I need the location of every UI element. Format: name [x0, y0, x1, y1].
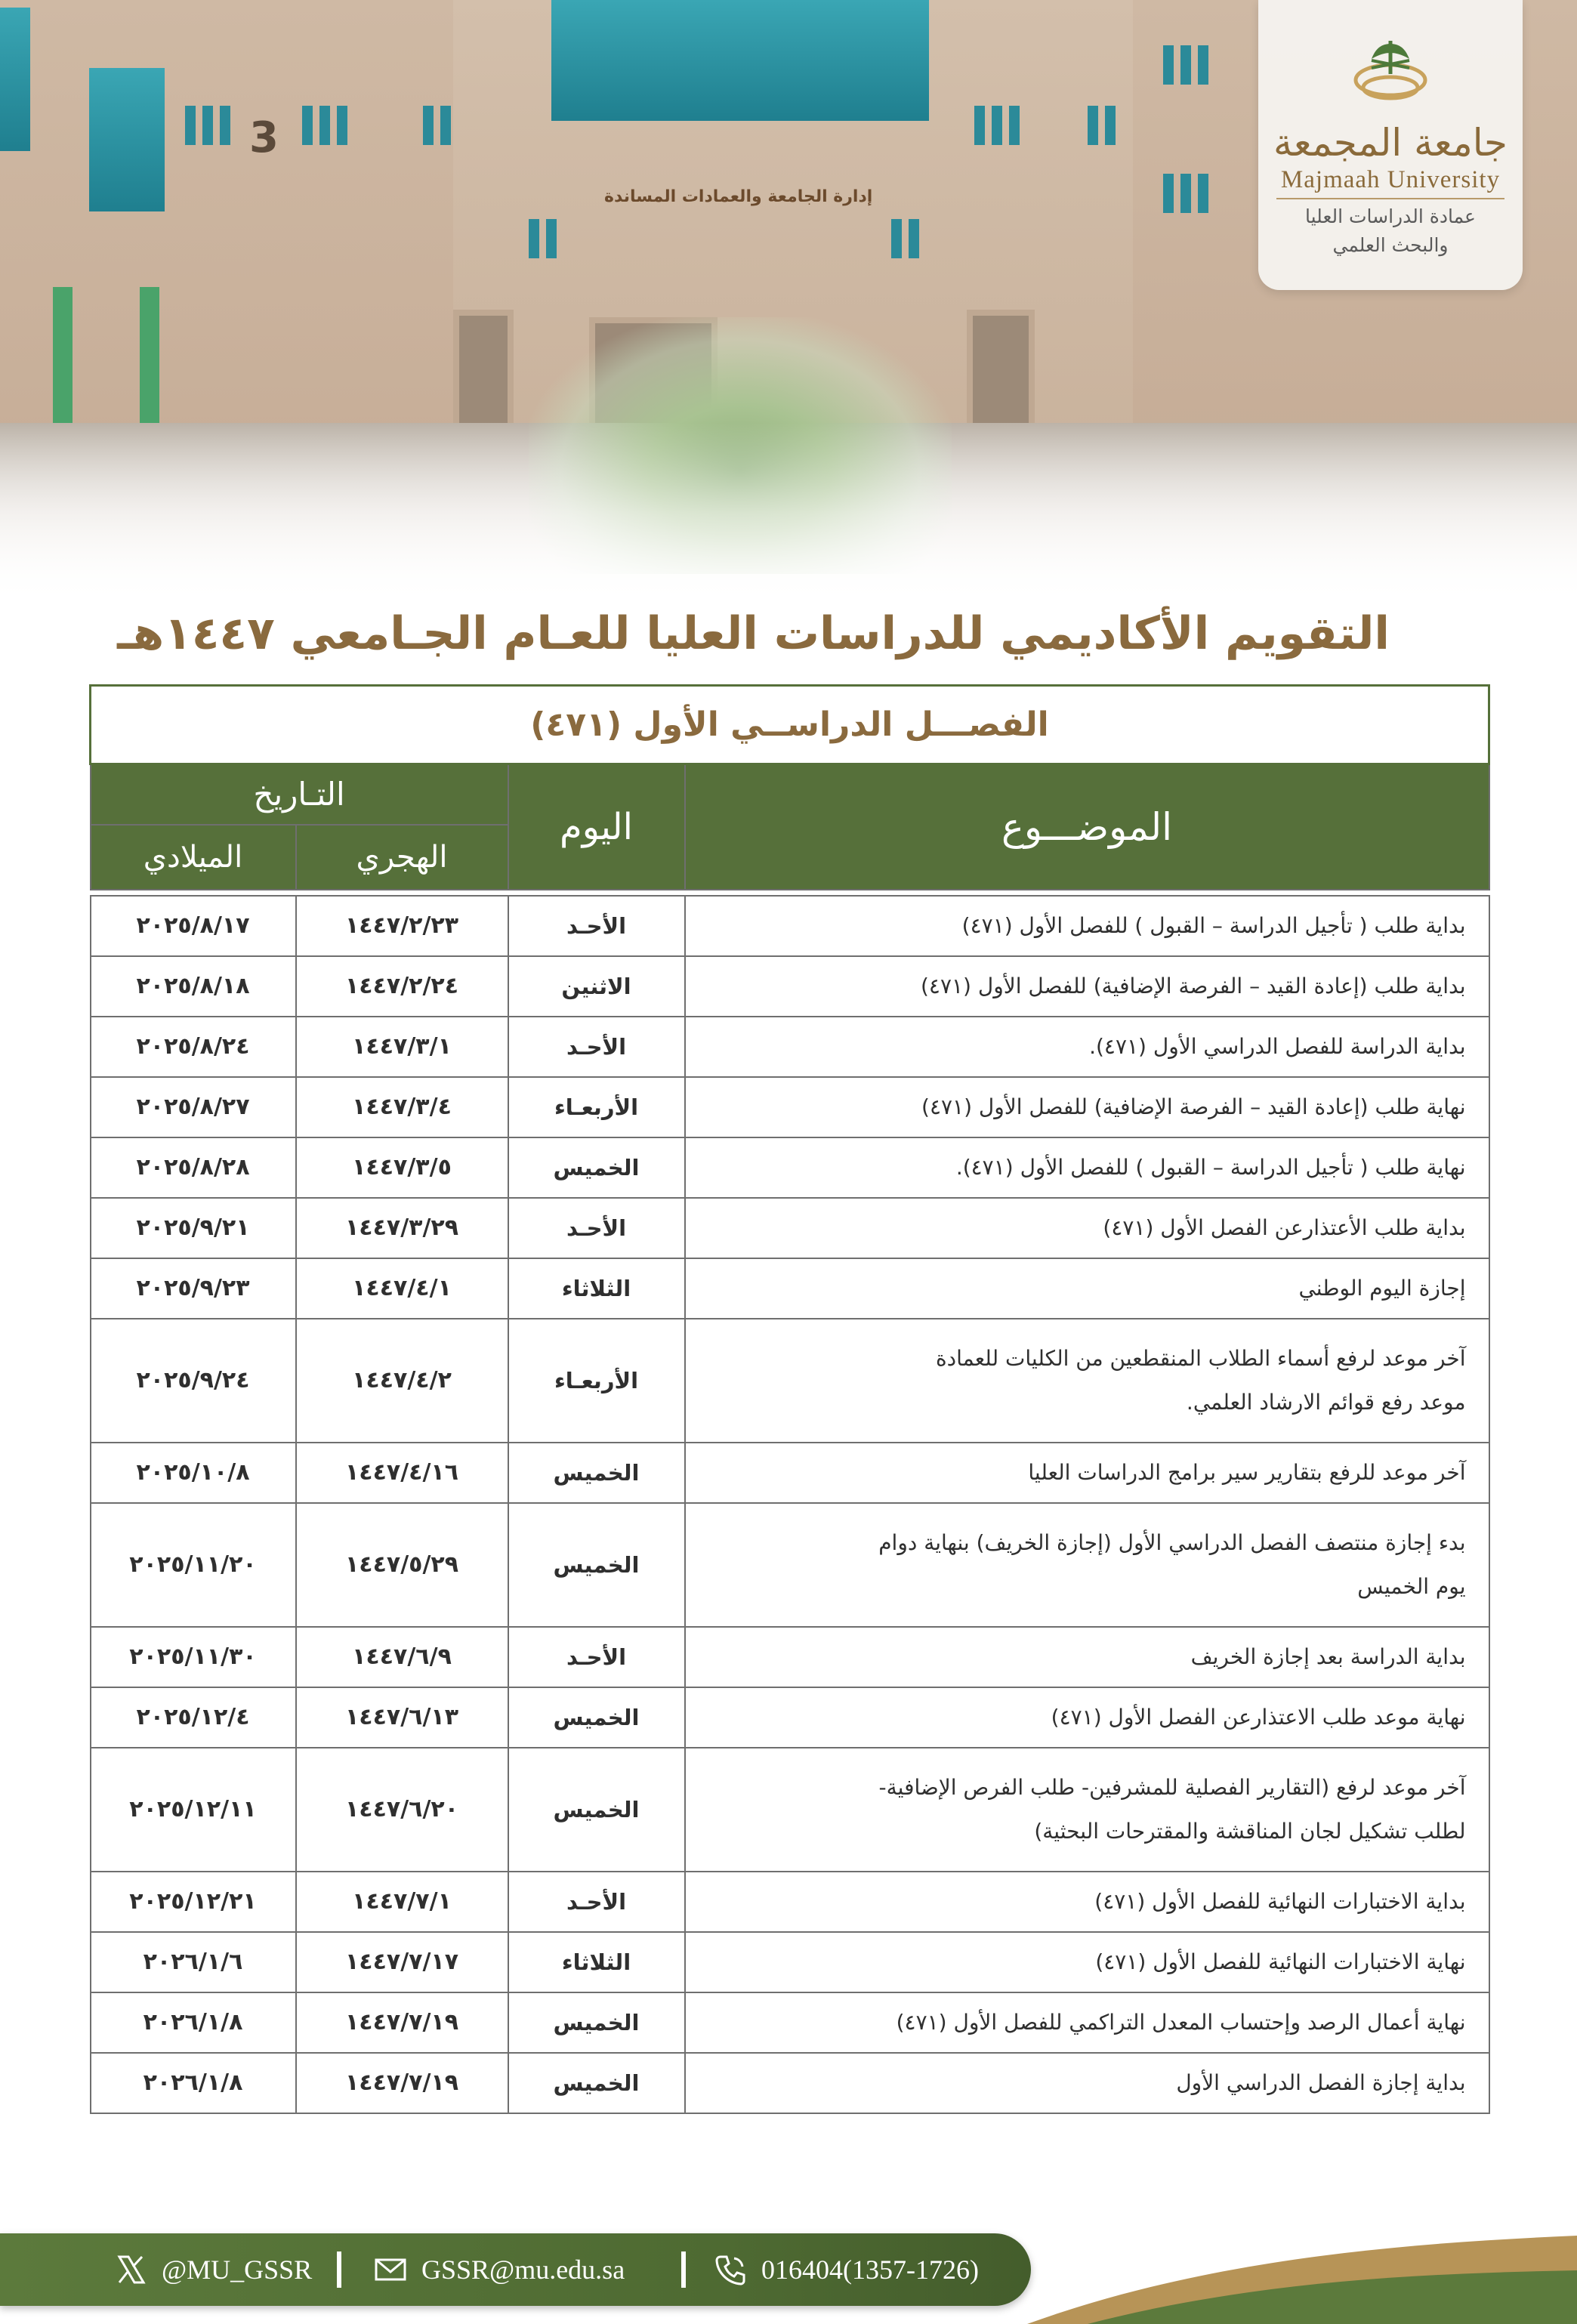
row-gregorian: ٢٠٢٥/٨/١٧ — [91, 896, 296, 956]
deanship-name-line2: والبحث العلمي — [1332, 234, 1449, 256]
footer-separator — [681, 2251, 686, 2288]
row-gregorian: ٢٠٢٥/٨/١٨ — [91, 956, 296, 1017]
row-hijri: ١٤٤٧/٣/٤ — [296, 1077, 508, 1137]
row-day: الأحـد — [508, 1872, 685, 1932]
row-gregorian: ٢٠٢٥/٨/٢٨ — [91, 1137, 296, 1198]
row-day: الخميس — [508, 1503, 685, 1627]
twitter-handle: @MU_GSSR — [162, 2255, 313, 2285]
row-subject: إجازة اليوم الوطني — [685, 1258, 1489, 1319]
pillar — [140, 287, 159, 431]
row-hijri: ١٤٤٧/٦/٢٠ — [296, 1748, 508, 1872]
row-hijri: ١٤٤٧/٤/٢ — [296, 1319, 508, 1443]
page-title: التقويم الأكاديمي للدراسات العليا للعـام الجـامعي ١٤٤٧هـ — [117, 607, 1390, 660]
row-subject: نهاية طلب ( تأجيل الدراسة – القبول ) للفصل الأول (٤٧١). — [685, 1137, 1489, 1198]
row-subject: نهاية الاختبارات النهائية للفصل الأول (٤٧١) — [685, 1932, 1489, 1992]
row-day: الخميس — [508, 1443, 685, 1503]
row-gregorian: ٢٠٢٦/١/٦ — [91, 1932, 296, 1992]
row-day: الأربعـاء — [508, 1077, 685, 1137]
table-row — [91, 2053, 1489, 2113]
footer-wave-decoration — [982, 2213, 1577, 2324]
row-hijri: ١٤٤٧/٣/١ — [296, 1017, 508, 1077]
x-icon — [113, 2252, 148, 2287]
row-gregorian: ٢٠٢٥/٨/٢٤ — [91, 1017, 296, 1077]
row-hijri: ١٤٤٧/٧/١٩ — [296, 2053, 508, 2113]
row-hijri: ١٤٤٧/٦/٩ — [296, 1627, 508, 1687]
phone-icon — [713, 2252, 748, 2287]
university-name-ar: جامعة المجمعة — [1273, 121, 1508, 165]
glass-facade — [551, 0, 929, 121]
row-gregorian: ٢٠٢٥/١٢/٢١ — [91, 1872, 296, 1932]
table-row — [91, 1992, 1489, 2053]
row-hijri: ١٤٤٧/٢/٢٣ — [296, 896, 508, 956]
table-row — [91, 1627, 1489, 1687]
row-subject — [685, 1503, 1489, 1627]
row-subject: بداية طلب (إعادة القيد – الفرصة الإضافية) للفصل الأول (٤٧١) — [685, 956, 1489, 1017]
row-subject — [685, 1748, 1489, 1872]
footer-separator — [337, 2251, 341, 2288]
row-gregorian: ٢٠٢٥/١١/٣٠ — [91, 1627, 296, 1687]
glass-window — [89, 68, 165, 211]
table-row — [91, 1137, 1489, 1198]
row-day: الخميس — [508, 1992, 685, 2053]
row-subject — [685, 1319, 1489, 1443]
row-hijri: ١٤٤٧/٧/١٩ — [296, 1992, 508, 2053]
phone-number: 016404(1357-1726) — [761, 2255, 979, 2285]
table-row — [91, 1077, 1489, 1137]
row-gregorian: ٢٠٢٥/١٠/٨ — [91, 1443, 296, 1503]
mail-icon — [373, 2252, 408, 2287]
row-day: الثلاثاء — [508, 1258, 685, 1319]
row-gregorian: ٢٠٢٥/٩/٢٣ — [91, 1258, 296, 1319]
table-row — [91, 1319, 1489, 1443]
table-row — [91, 1198, 1489, 1258]
row-hijri: ١٤٤٧/٤/١٦ — [296, 1443, 508, 1503]
footer-contact-bar — [0, 2233, 1031, 2306]
row-hijri: ١٤٤٧/٦/١٣ — [296, 1687, 508, 1748]
phone-contact[interactable] — [713, 2233, 979, 2306]
table-row — [91, 1687, 1489, 1748]
row-hijri: ١٤٤٧/٥/٢٩ — [296, 1503, 508, 1627]
row-subject: نهاية موعد طلب الاعتذارعن الفصل الأول (٤٧١) — [685, 1687, 1489, 1748]
header-day: اليوم — [508, 764, 685, 890]
academic-calendar-table — [89, 684, 1490, 2114]
row-subject-line1: آخر موعد لرفع (التقارير الفصلية للمشرفين- طلب الفرص الإضافية- — [878, 1774, 1466, 1800]
email-contact[interactable] — [373, 2233, 625, 2306]
door-right — [967, 310, 1035, 431]
row-hijri: ١٤٤٧/٤/١ — [296, 1258, 508, 1319]
row-gregorian: ٢٠٢٥/١٢/٤ — [91, 1687, 296, 1748]
row-gregorian: ٢٠٢٦/١/٨ — [91, 2053, 296, 2113]
row-subject: بداية الدراسة للفصل الدراسي الأول (٤٧١). — [685, 1017, 1489, 1077]
table-row — [91, 896, 1489, 956]
table-row — [91, 1932, 1489, 1992]
table-row — [91, 1872, 1489, 1932]
photo-fade — [0, 423, 1577, 604]
row-day: الخميس — [508, 1748, 685, 1872]
semester-heading: الفصـــل الدراســي الأول (٤٧١) — [91, 686, 1489, 764]
header-date: التـاريخ — [91, 764, 508, 825]
row-subject: بداية طلب الأعتذارعن الفصل الأول (٤٧١) — [685, 1198, 1489, 1258]
row-day: الخميس — [508, 2053, 685, 2113]
university-emblem-icon — [1349, 30, 1432, 113]
row-day: الأربعـاء — [508, 1319, 685, 1443]
twitter-contact[interactable] — [113, 2233, 312, 2306]
row-gregorian: ٢٠٢٥/٩/٢١ — [91, 1198, 296, 1258]
row-subject: بداية الدراسة بعد إجازة الخريف — [685, 1627, 1489, 1687]
header-gregorian: الميلادي — [91, 825, 296, 890]
row-day: الاثنين — [508, 956, 685, 1017]
row-hijri: ١٤٤٧/٢/٢٤ — [296, 956, 508, 1017]
row-hijri: ١٤٤٧/٧/١٧ — [296, 1932, 508, 1992]
table-row — [91, 1503, 1489, 1627]
deanship-name-line1: عمادة الدراسات العليا — [1305, 205, 1476, 227]
university-name-en: Majmaah University — [1280, 166, 1501, 193]
row-subject: نهاية طلب (إعادة القيد – الفرصة الإضافية) للفصل الأول (٤٧١) — [685, 1077, 1489, 1137]
row-day: الأحـد — [508, 896, 685, 956]
row-gregorian: ٢٠٢٥/٨/٢٧ — [91, 1077, 296, 1137]
building-number: 3 — [249, 113, 279, 162]
table-row — [91, 956, 1489, 1017]
pillar — [53, 287, 73, 431]
row-subject-line1: بدء إجازة منتصف الفصل الدراسي الأول (إجازة الخريف) بنهاية دوام — [878, 1529, 1466, 1555]
header-subject: الموضـــوع — [685, 764, 1489, 890]
row-subject-line2: موعد رفع قوائم الارشاد العلمي. — [1186, 1389, 1466, 1415]
row-subject: بداية الاختبارات النهائية للفصل الأول (٤٧١) — [685, 1872, 1489, 1932]
table-row — [91, 1258, 1489, 1319]
row-day: الأحـد — [508, 1198, 685, 1258]
row-day: الثلاثاء — [508, 1932, 685, 1992]
row-subject: نهاية أعمال الرصد وإحتساب المعدل التراكمي للفصل الأول (٤٧١) — [685, 1992, 1489, 2053]
row-subject-line2: لطلب تشكيل لجان المناقشة والمقترحات البحثية) — [1034, 1818, 1466, 1844]
row-gregorian: ٢٠٢٥/٩/٢٤ — [91, 1319, 296, 1443]
row-hijri: ١٤٤٧/٣/٢٩ — [296, 1198, 508, 1258]
header-hijri: الهجري — [296, 825, 508, 890]
door-left — [453, 310, 514, 431]
table-row — [91, 1443, 1489, 1503]
row-day: الأحـد — [508, 1627, 685, 1687]
table-row — [91, 1017, 1489, 1077]
row-gregorian: ٢٠٢٦/١/٨ — [91, 1992, 296, 2053]
row-day: الخميس — [508, 1137, 685, 1198]
row-subject-line1: آخر موعد لرفع أسماء الطلاب المنقطعين من الكليات للعمادة — [935, 1345, 1466, 1371]
glass-left — [0, 8, 30, 151]
row-day: الأحـد — [508, 1017, 685, 1077]
row-subject: آخر موعد للرفع بتقارير سير برامج الدراسات العليا — [685, 1443, 1489, 1503]
row-hijri: ١٤٤٧/٣/٥ — [296, 1137, 508, 1198]
logo-divider — [1276, 198, 1504, 199]
building-sign: إدارة الجامعة والعمادات المساندة — [604, 187, 873, 206]
row-subject: بداية طلب ( تأجيل الدراسة – القبول ) للفصل الأول (٤٧١) — [685, 896, 1489, 956]
header-gap — [91, 890, 1489, 896]
row-subject-line2: يوم الخميس — [1357, 1573, 1466, 1599]
row-hijri: ١٤٤٧/٧/١ — [296, 1872, 508, 1932]
row-day: الخميس — [508, 1687, 685, 1748]
row-gregorian: ٢٠٢٥/١١/٢٠ — [91, 1503, 296, 1627]
table-row — [91, 1748, 1489, 1872]
row-gregorian: ٢٠٢٥/١٢/١١ — [91, 1748, 296, 1872]
row-subject: بداية إجازة الفصل الدراسي الأول — [685, 2053, 1489, 2113]
email-address: GSSR@mu.edu.sa — [421, 2255, 625, 2285]
university-logo-card — [1258, 0, 1523, 290]
